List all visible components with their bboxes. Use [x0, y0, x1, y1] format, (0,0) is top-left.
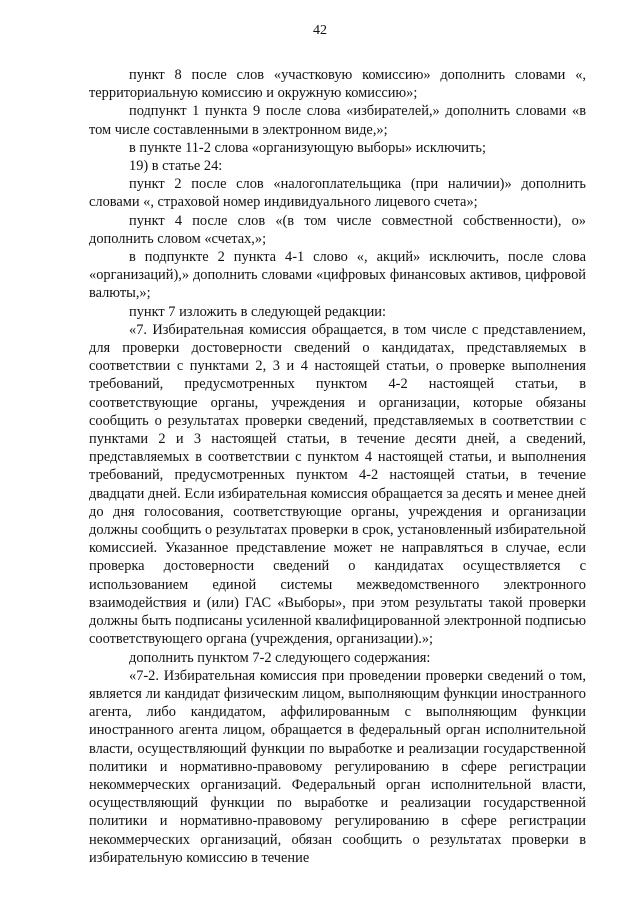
- paragraph: 19) в статье 24:: [129, 158, 223, 175]
- paragraph: «7. Избирательная комиссия обращается, в том числе с представлением, для проверки достоверности сведений о кандидатах, представляемых в соответствии с пунктами 2, 3 и 4 настоящей статьи, о проверке выполнения требований, предусмотренных пунктом 4-2 настоящей статьи, в соответствующие органы, учреждения и организации, которые обязаны сообщить о результатах проверки сведений, представляемых в соответствии с пунктами 2 и 3 настоящей статьи, в течение десяти дней, а сведений, представляемых в соответствии с пунктом 4 настоящей статьи, и выполнения требований, предусмотренных пунктом 4-2 настоящей статьи, в течение двадцати дней. Если избирательная комиссия обращается за десять и менее дней до дня голосования, соответствующие органы, учреждения и организации должны сообщить о результатах проверки в срок, установленный избирательной комиссией. Указанное представление может не направляться в случае, если проверка достоверности сведений о кандидатах осуществляется с использованием единой системы межведомственного электронного взаимодействия и (или) ГАС «Выборы», при этом результаты такой проверки должны быть подписаны усиленной квалифицированной электронной подписью соответствующего органа (учреждения, организации).»;: [89, 321, 586, 648]
- page-number: 42: [313, 23, 327, 38]
- paragraph: пункт 7 изложить в следующей редакции:: [129, 303, 386, 320]
- paragraph: в подпункте 2 пункта 4-1 слово «, акций» исключить, после слова «организаций),» дополнить словами «цифровых финансовых активов, цифровой валюты,»;: [89, 249, 586, 302]
- paragraph: «7-2. Избирательная комиссия при проведении проверки сведений о том, является ли кандидат физическим лицом, выполняющим функции иностранного агента, либо кандидатом, аффилированным с выполняющим функции иностранного агента лицом, обращается в федеральный орган исполнительной власти, осуществляющий функции по выработке и реализации государственной политики и нормативно-правовому регулированию в сфере регистрации некоммерческих организаций. Федеральный орган исполнительной власти, осуществляющий функции по выработке и реализации государственной политики и нормативно-правовому регулированию в сфере регистрации некоммерческих организаций, обязан сообщить о результатах проверки в избирательную комиссию в течение: [89, 667, 586, 866]
- document-body: [89, 66, 586, 867]
- paragraph: в пункте 11-2 слова «организующую выборы» исключить;: [129, 139, 486, 156]
- paragraph: дополнить пунктом 7-2 следующего содержания:: [129, 649, 431, 666]
- paragraph: пункт 2 после слов «налогоплательщика (при наличии)» дополнить словами «, страховой номер индивидуального лицевого счета»;: [89, 176, 586, 211]
- paragraph: пункт 4 после слов «(в том числе совместной собственности), о» дополнить словом «счетах,»;: [89, 212, 586, 247]
- paragraph: подпункт 1 пункта 9 после слова «избирателей,» дополнить словами «в том числе составленными в электронном виде,»;: [89, 103, 586, 138]
- paragraph: пункт 8 после слов «участковую комиссию» дополнить словами «, территориальную комиссию и окружную комиссию»;: [89, 67, 586, 102]
